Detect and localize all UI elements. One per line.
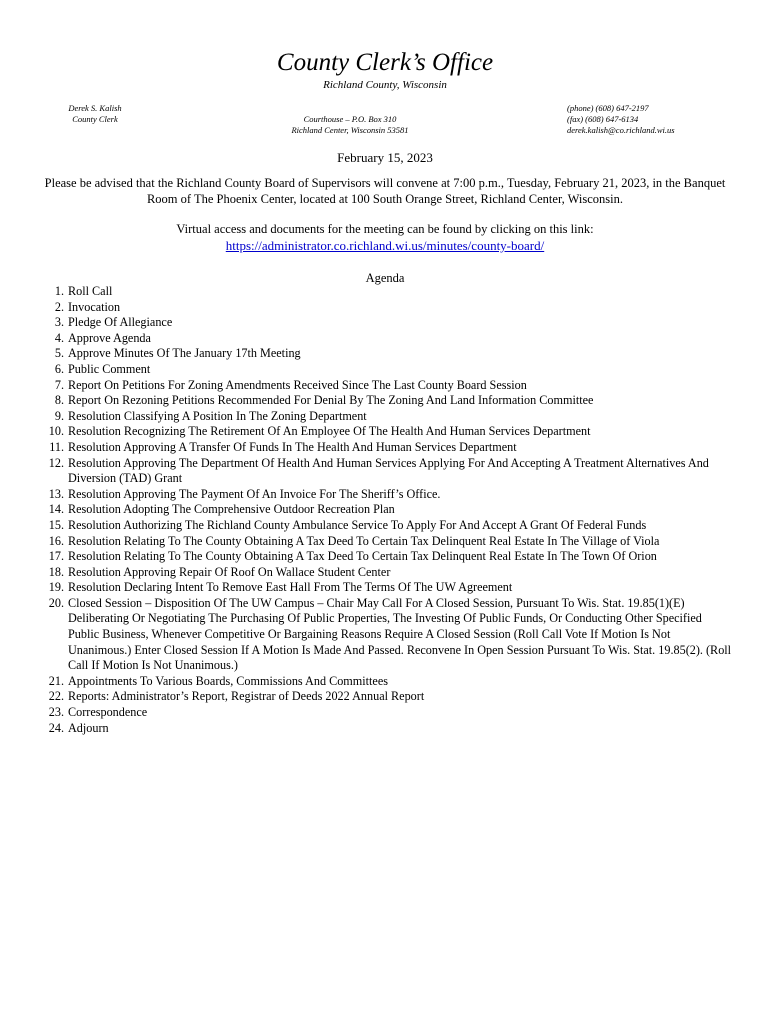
agenda-item-text: Approve Minutes Of The January 17th Meeting xyxy=(68,346,301,361)
meeting-link-container xyxy=(0,238,770,254)
agenda-item xyxy=(34,409,734,425)
agenda-item xyxy=(34,424,734,440)
agenda-item-number: 13. xyxy=(48,486,64,501)
agenda-item-number: 12. xyxy=(48,455,64,470)
agenda-item-text: Resolution Relating To The County Obtaining A Tax Deed To Certain Tax Delinquent Real Estate In The Town Of Orion xyxy=(68,549,657,564)
agenda-item xyxy=(34,689,734,705)
agenda-item-text: Pledge Of Allegiance xyxy=(68,315,173,330)
agenda-item-number: 8. xyxy=(54,393,64,408)
agenda-item-text: Resolution Approving The Department Of Health And Human Services Applying For And Accepting A Treatment Alternatives And Diversion (TAD) Grant xyxy=(68,455,709,486)
agenda-item-number: 7. xyxy=(54,377,64,392)
agenda-item xyxy=(34,674,734,690)
agenda-item-number: 10. xyxy=(48,424,64,439)
address-line-2: Richland Center, Wisconsin 53581 xyxy=(291,125,409,135)
virtual-access-text: Virtual access and documents for the meeting can be found by clicking on this link: xyxy=(176,222,594,236)
agenda-item xyxy=(34,580,734,596)
agenda-item-text: Resolution Approving A Transfer Of Funds In The Health And Human Services Department xyxy=(68,439,517,454)
agenda-item-text: Resolution Authorizing The Richland County Ambulance Service To Apply For And Accept A Grant Of Federal Funds xyxy=(68,517,647,532)
agenda-item-text: Resolution Recognizing The Retirement Of An Employee Of The Health And Human Services Department xyxy=(68,424,591,439)
agenda-item-text: Resolution Relating To The County Obtaining A Tax Deed To Certain Tax Delinquent Real Estate In The Village of Viola xyxy=(68,533,660,548)
agenda-item-number: 23. xyxy=(48,705,64,720)
agenda-item-text: Reports: Administrator’s Report, Registrar of Deeds 2022 Annual Report xyxy=(68,689,425,704)
agenda-item-number: 15. xyxy=(48,517,64,532)
phone-number: (phone) (608) 647-2197 xyxy=(567,103,649,113)
agenda-item xyxy=(34,456,734,487)
agenda-item-text: Resolution Declaring Intent To Remove East Hall From The Terms Of The UW Agreement xyxy=(68,580,513,595)
agenda-heading: Agenda xyxy=(365,271,405,285)
agenda-item-text: Approve Agenda xyxy=(68,330,151,345)
agenda-item-number: 18. xyxy=(48,564,64,579)
agenda-item-number: 11. xyxy=(49,439,64,454)
agenda-item-number: 6. xyxy=(54,361,64,376)
agenda-item-text: Public Comment xyxy=(68,361,151,376)
agenda-item-text: Resolution Adopting The Comprehensive Outdoor Recreation Plan xyxy=(68,502,395,517)
clerk-role: County Clerk xyxy=(72,114,118,124)
agenda-item xyxy=(34,284,734,300)
agenda-item xyxy=(34,549,734,565)
agenda-item-number: 1. xyxy=(54,284,64,298)
agenda-item xyxy=(34,596,734,674)
agenda-item xyxy=(34,721,734,737)
agenda-item xyxy=(34,440,734,456)
agenda-item xyxy=(34,315,734,331)
agenda-item xyxy=(34,362,734,378)
agenda-item-number: 14. xyxy=(48,502,64,517)
agenda-item-number: 24. xyxy=(48,720,64,735)
agenda-item-text: Resolution Classifying A Position In The Zoning Department xyxy=(68,408,367,423)
agenda-item-number: 9. xyxy=(54,408,64,423)
agenda-item-number: 20. xyxy=(48,595,64,610)
agenda-item xyxy=(34,534,734,550)
office-title: County Clerk’s Office xyxy=(276,49,494,76)
agenda-item-number: 4. xyxy=(54,330,64,345)
contact-block xyxy=(567,103,717,136)
clerk-name: Derek S. Kalish xyxy=(68,103,122,113)
agenda-item-text: Appointments To Various Boards, Commissions And Committees xyxy=(68,673,388,688)
meeting-notice: Please be advised that the Richland County Board of Supervisors will convene at 7:00 p.m., Tuesday, February 21, 2023, in the Banquet Room of The Phoenix Center, located at 100 South Orange Street, Richland Center, Wisconsin. xyxy=(44,176,726,206)
email-address: derek.kalish@co.richland.wi.us xyxy=(567,125,675,135)
agenda-item-text: Resolution Approving The Payment Of An Invoice For The Sheriff’s Office. xyxy=(68,486,441,501)
agenda-item-text: Closed Session – Disposition Of The UW Campus – Chair May Call For A Closed Session, Pursuant To Wis. Stat. 19.85(1)(E) Deliberating Or Negotiating The Purchasing Of Public Properties, The Investing Of Public Funds, Or Conducting Other Specified Public Business, Whenever Competitive Or Bargaining Reasons Require A Closed Session (Roll Call Vote If Motion Is Not Unanimous.) Enter Closed Session If A Motion Is Made And Passed. Reconvene In Open Session Pursuant To Wis. Stat. 19.85(2). (Roll Call If Motion Is Not Unanimous.) xyxy=(68,595,732,673)
address-block xyxy=(270,114,430,136)
agenda-item xyxy=(34,300,734,316)
agenda-item xyxy=(34,331,734,347)
agenda-item-text: Resolution Approving Repair Of Roof On Wallace Student Center xyxy=(68,564,391,579)
agenda-list xyxy=(34,284,734,736)
agenda-item-text: Correspondence xyxy=(68,705,148,720)
agenda-item-number: 21. xyxy=(48,673,64,688)
agenda-item xyxy=(34,502,734,518)
agenda-item-number: 5. xyxy=(54,346,64,361)
agenda-item-number: 2. xyxy=(54,299,64,314)
agenda-item-text: Invocation xyxy=(68,299,121,314)
agenda-item-text: Adjourn xyxy=(68,720,109,735)
fax-number: (fax) (608) 647-6134 xyxy=(567,114,639,124)
agenda-item xyxy=(34,393,734,409)
agenda-item-text: Report On Rezoning Petitions Recommended For Denial By The Zoning And Land Information Committee xyxy=(68,393,594,408)
agenda-item-number: 17. xyxy=(48,549,64,564)
agenda-item-number: 22. xyxy=(48,689,64,704)
agenda-item xyxy=(34,518,734,534)
agenda-item-number: 3. xyxy=(54,315,64,330)
agenda-item-number: 16. xyxy=(48,533,64,548)
agenda-item xyxy=(34,487,734,503)
agenda-item xyxy=(34,565,734,581)
notice-date: February 15, 2023 xyxy=(337,150,433,165)
office-subtitle: Richland County, Wisconsin xyxy=(323,79,447,91)
agenda-item-text: Report On Petitions For Zoning Amendments Received Since The Last County Board Session xyxy=(68,377,527,392)
clerk-name-block xyxy=(55,103,135,125)
agenda-item-text: Roll Call xyxy=(68,284,113,298)
address-line-1: Courthouse – P.O. Box 310 xyxy=(303,114,397,124)
meeting-documents-link[interactable]: https://administrator.co.richland.wi.us/minutes/county-board/ xyxy=(225,238,545,253)
agenda-item xyxy=(34,346,734,362)
agenda-item xyxy=(34,705,734,721)
agenda-item xyxy=(34,378,734,394)
agenda-item-number: 19. xyxy=(48,580,64,595)
